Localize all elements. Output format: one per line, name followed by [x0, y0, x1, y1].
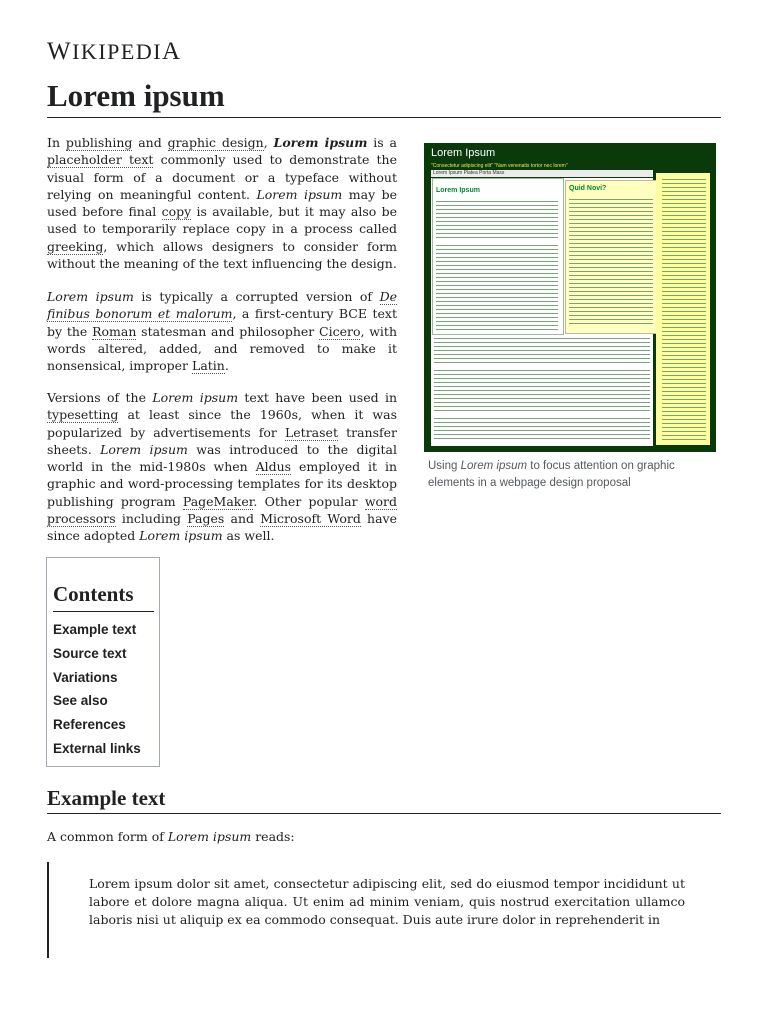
- link-greeking[interactable]: greeking: [47, 238, 104, 254]
- link-cicero[interactable]: Cicero: [319, 323, 361, 339]
- toc-item-variations[interactable]: Variations: [53, 669, 118, 685]
- link-copy[interactable]: copy: [161, 204, 192, 220]
- figure-image-heading-left: Lorem Ipsum: [436, 187, 480, 194]
- link-word-processors[interactable]: word processors: [47, 493, 398, 527]
- figure-filler-text: [434, 338, 650, 366]
- link-letraset[interactable]: Letraset: [284, 424, 338, 440]
- figure-filler-text: [569, 199, 653, 327]
- toc-list: [53, 618, 141, 761]
- toc-item-references[interactable]: References: [53, 717, 126, 733]
- toc-item-see-also[interactable]: See also: [53, 693, 108, 709]
- figure-filler-text: [436, 201, 558, 241]
- link-pagemaker[interactable]: PageMaker: [182, 493, 254, 509]
- figure-webpage-mockup: [424, 143, 716, 492]
- link-pages[interactable]: Pages: [187, 511, 225, 527]
- paragraph-history: Versions of the Lorem ipsum text have been used in typesetting at least since the 1960s, when it was popularized by advertisements for Letraset transfer sheets. Lorem ipsum was introduced to the digital world in the mid-1980s when Aldus employed it in graphic and word-processing templates for its desktop publishing program PageMaker. Other popular word processors including Pages and Microsoft Word have since adopted Lorem ipsum as well.: [47, 390, 398, 544]
- section-divider: [47, 813, 721, 814]
- table-of-contents: [46, 557, 160, 767]
- toc-divider: [53, 611, 154, 612]
- link-publishing[interactable]: publishing: [65, 135, 133, 150]
- paragraph-intro: In publishing and graphic design, Lorem ipsum is a placeholder text commonly used to demonstrate the visual form of a document or a typeface without relying on meaningful content. Lorem ipsum may be used before final copy is available, but it may also be used to temporarily replace copy in a process called greeking, which allows designers to consider form without the meaning of the text influencing the design.: [47, 135, 398, 272]
- link-latin[interactable]: Latin: [192, 358, 225, 374]
- figure-caption: Using Lorem ipsum to focus attention on graphic elements in a webpage design proposal: [428, 460, 675, 489]
- link-roman[interactable]: Roman: [92, 323, 137, 339]
- figure-filler-text: [434, 418, 650, 440]
- toc-item-external-links[interactable]: External links: [53, 740, 141, 756]
- toc-item-example-text[interactable]: Example text: [53, 622, 137, 637]
- figure-image[interactable]: [424, 143, 716, 452]
- wikipedia-wordmark[interactable]: WIKIPEDIA: [47, 38, 182, 65]
- figure-filler-text: [436, 245, 558, 330]
- page-title: Lorem ipsum: [47, 78, 225, 113]
- toc-title: Contents: [53, 582, 134, 606]
- blockquote-text: Lorem ipsum dolor sit amet, consectetur adipiscing elit, sed do eiusmod tempor incididunt ut labore et dolore magna aliqua. Ut enim ad minim veniam, quis nostrud exercitation ullamco laboris nisi ut aliquip ex ea commodo consequat. Duis aute irure dolor in reprehenderit in: [89, 876, 685, 927]
- link-microsoft-word[interactable]: Microsoft Word: [260, 511, 361, 527]
- figure-image-quote: "Consectetur adipiscing elit" "Nam venenatis tortor nec lorem": [431, 163, 568, 169]
- link-typesetting[interactable]: typesetting: [47, 407, 119, 423]
- figure-filler-text: [662, 179, 706, 441]
- figure-image-column: [432, 178, 564, 335]
- figure-image-nav: Lorem Ipsum Platea Porta Mass: [431, 170, 653, 177]
- figure-image-right-column: [656, 173, 710, 445]
- toc-item-source-text[interactable]: Source text: [53, 645, 127, 661]
- figure-filler-text: [434, 370, 650, 414]
- figure-image-heading-side: Quid Novi?: [569, 185, 607, 192]
- section-intro: A common form of Lorem ipsum reads:: [47, 829, 295, 844]
- title-divider: [47, 117, 721, 118]
- link-placeholder-text[interactable]: placeholder text: [47, 152, 154, 168]
- figure-image-title: Lorem Ipsum: [431, 147, 496, 159]
- link-graphic-design[interactable]: graphic design: [167, 135, 264, 150]
- figure-image-sidebar: [565, 180, 657, 334]
- figure-image-main: [431, 178, 653, 446]
- link-de-finibus[interactable]: De finibus bonorum et malorum: [47, 289, 397, 322]
- link-aldus[interactable]: Aldus: [255, 459, 292, 475]
- blockquote: [47, 862, 689, 958]
- section-title-example-text: Example text: [47, 786, 166, 810]
- paragraph-origin: Lorem ipsum is typically a corrupted version of De finibus bonorum et malorum, a first-century BCE text by the Roman statesman and philosopher Cicero, with words altered, added, and removed to make it nonsensical, improper Latin.: [47, 289, 398, 374]
